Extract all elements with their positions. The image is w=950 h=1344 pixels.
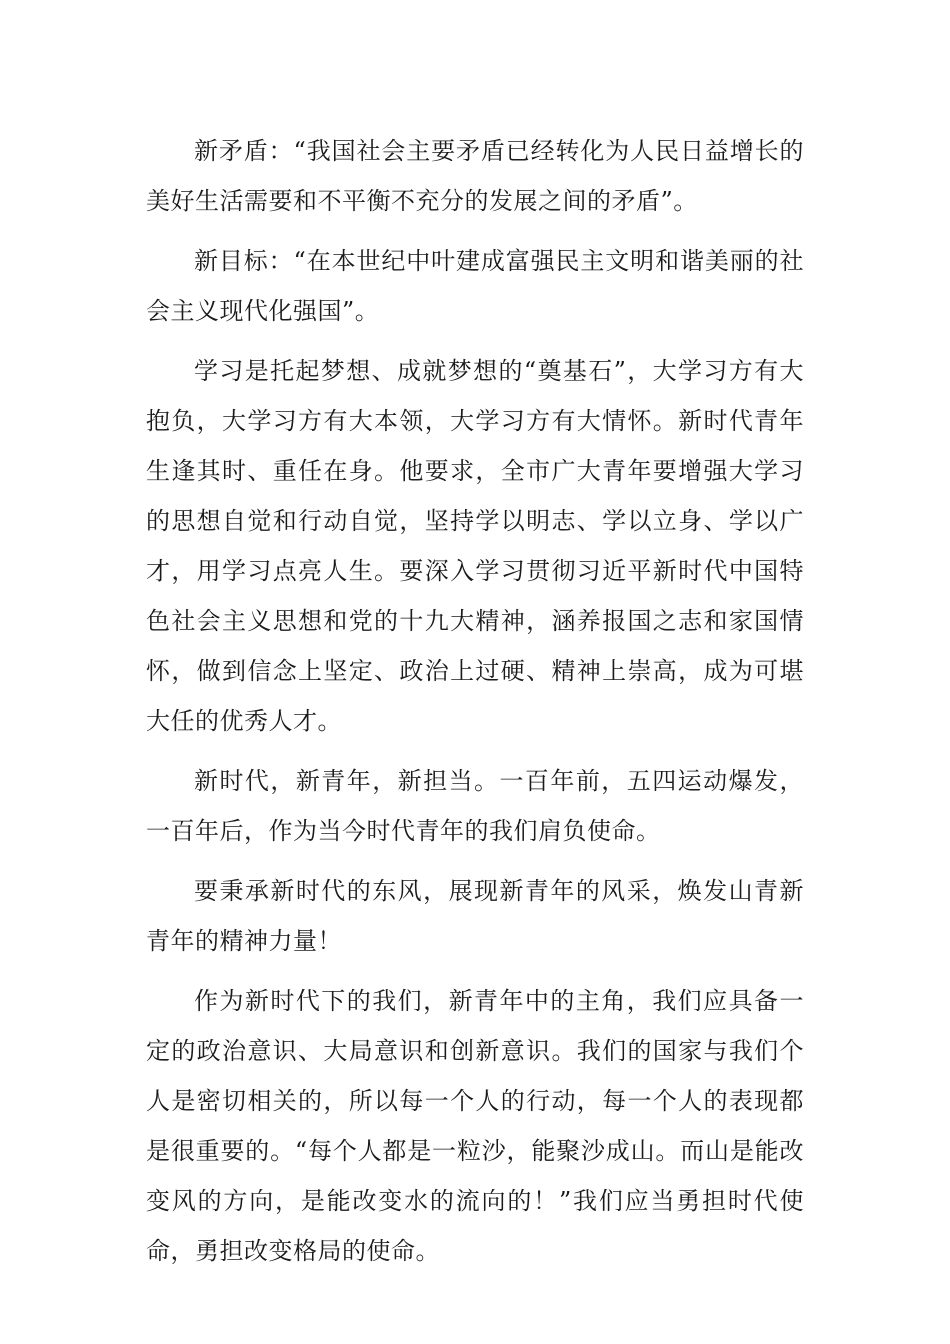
paragraph-learning: 学习是托起梦想、成就梦想的“奠基石”，大学习方有大抱负，大学习方有大本领，大学习方有大情怀。新时代青年生逢其时、重任在身。他要求，全市广大青年要增强大学习的思想自觉和行动自觉，坚持学以明志、学以立身、学以广才，用学习点亮人生。要深入学习贯彻习近平新时代中国特色社会主义思想和党的十九大精神，涵养报国之志和家国情怀，做到信念上坚定、政治上过硬、精神上崇高，成为可堪大任的优秀人才。 [146, 357, 804, 735]
paragraph-new-era: 新时代，新青年，新担当。一百年前，五四运动爆发，一百年后，作为当今时代青年的我们肩负使命。 [146, 767, 804, 845]
paragraph-mission: 作为新时代下的我们，新青年中的主角，我们应具备一定的政治意识、大局意识和创新意识。我们的国家与我们个人是密切相关的，所以每一个人的行动，每一个人的表现都是很重要的。“每个人都是一粒沙，能聚沙成山。而山是能改变风的方向，是能改变水的流向的！”我们应当勇担时代使命，勇担改变格局的使命。 [146, 987, 804, 1265]
paragraph-new-goal: 新目标：“在本世纪中叶建成富强民主文明和谐美丽的社会主义现代化强国”。 [146, 247, 804, 325]
document-body [146, 126, 804, 1286]
paragraph-spirit: 要秉承新时代的东风，展现新青年的风采，焕发山青新青年的精神力量！ [146, 877, 804, 955]
paragraph-new-contradiction: 新矛盾：“我国社会主要矛盾已经转化为人民日益增长的美好生活需要和不平衡不充分的发展之间的矛盾”。 [146, 137, 804, 215]
